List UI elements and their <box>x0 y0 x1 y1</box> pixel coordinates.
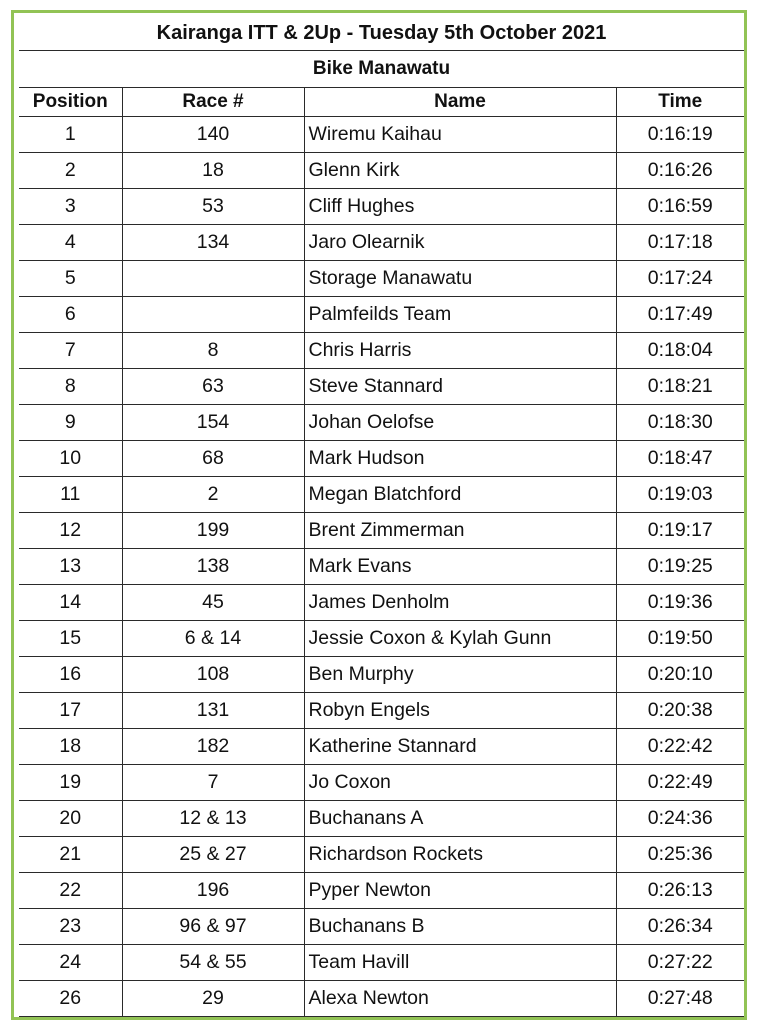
cell-race-number: 7 <box>122 765 304 801</box>
cell-position: 11 <box>19 477 122 513</box>
column-header-name: Name <box>304 88 616 117</box>
table-row <box>19 549 744 585</box>
cell-race-number: 134 <box>122 225 304 261</box>
cell-name: Pyper Newton <box>304 873 616 909</box>
cell-time: 0:17:24 <box>616 261 744 297</box>
cell-time: 0:27:48 <box>616 981 744 1017</box>
cell-time: 0:19:36 <box>616 585 744 621</box>
cell-position: 22 <box>19 873 122 909</box>
cell-name: Jo Coxon <box>304 765 616 801</box>
cell-race-number <box>122 261 304 297</box>
cell-name: Brent Zimmerman <box>304 513 616 549</box>
table-row <box>19 225 744 261</box>
cell-position: 2 <box>19 153 122 189</box>
cell-position: 7 <box>19 333 122 369</box>
cell-position: 15 <box>19 621 122 657</box>
cell-position: 17 <box>19 693 122 729</box>
cell-time: 0:20:38 <box>616 693 744 729</box>
cell-time: 0:25:36 <box>616 837 744 873</box>
cell-race-number: 45 <box>122 585 304 621</box>
cell-name: Buchanans A <box>304 801 616 837</box>
table-row <box>19 297 744 333</box>
table-row <box>19 117 744 153</box>
cell-position: 20 <box>19 801 122 837</box>
cell-time: 0:19:50 <box>616 621 744 657</box>
cell-position: 21 <box>19 837 122 873</box>
table-row <box>19 405 744 441</box>
cell-time: 0:18:21 <box>616 369 744 405</box>
cell-race-number: 18 <box>122 153 304 189</box>
cell-position: 16 <box>19 657 122 693</box>
cell-name: Mark Hudson <box>304 441 616 477</box>
cell-time: 0:16:59 <box>616 189 744 225</box>
cell-race-number: 63 <box>122 369 304 405</box>
cell-name: Megan Blatchford <box>304 477 616 513</box>
cell-race-number: 12 & 13 <box>122 801 304 837</box>
cell-position: 9 <box>19 405 122 441</box>
table-row <box>19 621 744 657</box>
cell-race-number: 54 & 55 <box>122 945 304 981</box>
table-row <box>19 909 744 945</box>
column-header-position: Position <box>19 88 122 117</box>
cell-time: 0:20:10 <box>616 657 744 693</box>
cell-race-number: 6 & 14 <box>122 621 304 657</box>
cell-name: James Denholm <box>304 585 616 621</box>
cell-time: 0:27:22 <box>616 945 744 981</box>
cell-race-number <box>122 297 304 333</box>
cell-race-number: 8 <box>122 333 304 369</box>
cell-position: 3 <box>19 189 122 225</box>
cell-race-number: 138 <box>122 549 304 585</box>
cell-position: 24 <box>19 945 122 981</box>
table-row <box>19 765 744 801</box>
cell-time: 0:17:18 <box>616 225 744 261</box>
cell-name: Richardson Rockets <box>304 837 616 873</box>
cell-race-number: 199 <box>122 513 304 549</box>
cell-position: 13 <box>19 549 122 585</box>
cell-position: 12 <box>19 513 122 549</box>
cell-name: Ben Murphy <box>304 657 616 693</box>
page-subtitle: Bike Manawatu <box>19 51 744 88</box>
table-row <box>19 945 744 981</box>
cell-race-number: 131 <box>122 693 304 729</box>
results-table <box>19 16 744 1017</box>
table-row <box>19 693 744 729</box>
cell-race-number: 53 <box>122 189 304 225</box>
cell-position: 14 <box>19 585 122 621</box>
cell-name: Team Havill <box>304 945 616 981</box>
cell-time: 0:18:04 <box>616 333 744 369</box>
cell-name: Glenn Kirk <box>304 153 616 189</box>
cell-race-number: 68 <box>122 441 304 477</box>
cell-time: 0:16:26 <box>616 153 744 189</box>
cell-position: 26 <box>19 981 122 1017</box>
cell-position: 5 <box>19 261 122 297</box>
cell-race-number: 154 <box>122 405 304 441</box>
table-row <box>19 189 744 225</box>
cell-position: 6 <box>19 297 122 333</box>
cell-name: Chris Harris <box>304 333 616 369</box>
cell-race-number: 182 <box>122 729 304 765</box>
column-header-race: Race # <box>122 88 304 117</box>
cell-time: 0:22:42 <box>616 729 744 765</box>
cell-race-number: 108 <box>122 657 304 693</box>
table-row <box>19 369 744 405</box>
cell-position: 18 <box>19 729 122 765</box>
table-row <box>19 873 744 909</box>
table-row <box>19 477 744 513</box>
table-row <box>19 261 744 297</box>
cell-time: 0:18:47 <box>616 441 744 477</box>
cell-time: 0:24:36 <box>616 801 744 837</box>
cell-name: Cliff Hughes <box>304 189 616 225</box>
cell-position: 10 <box>19 441 122 477</box>
header-row <box>19 88 744 117</box>
table-row <box>19 801 744 837</box>
cell-name: Palmfeilds Team <box>304 297 616 333</box>
table-row <box>19 513 744 549</box>
cell-time: 0:19:25 <box>616 549 744 585</box>
cell-position: 1 <box>19 117 122 153</box>
cell-name: Katherine Stannard <box>304 729 616 765</box>
table-row <box>19 153 744 189</box>
table-row <box>19 585 744 621</box>
cell-time: 0:26:34 <box>616 909 744 945</box>
cell-time: 0:26:13 <box>616 873 744 909</box>
cell-name: Alexa Newton <box>304 981 616 1017</box>
cell-time: 0:17:49 <box>616 297 744 333</box>
cell-name: Buchanans B <box>304 909 616 945</box>
cell-position: 8 <box>19 369 122 405</box>
cell-race-number: 29 <box>122 981 304 1017</box>
cell-name: Jaro Olearnik <box>304 225 616 261</box>
table-row <box>19 441 744 477</box>
cell-race-number: 2 <box>122 477 304 513</box>
cell-race-number: 196 <box>122 873 304 909</box>
cell-name: Steve Stannard <box>304 369 616 405</box>
cell-name: Johan Oelofse <box>304 405 616 441</box>
column-header-time: Time <box>616 88 744 117</box>
cell-position: 4 <box>19 225 122 261</box>
cell-time: 0:16:19 <box>616 117 744 153</box>
results-body <box>19 117 744 1017</box>
cell-race-number: 140 <box>122 117 304 153</box>
table-row <box>19 333 744 369</box>
cell-position: 23 <box>19 909 122 945</box>
table-row <box>19 837 744 873</box>
cell-time: 0:19:17 <box>616 513 744 549</box>
table-row <box>19 657 744 693</box>
page-title: Kairanga ITT & 2Up - Tuesday 5th October 2021 <box>19 16 744 51</box>
cell-time: 0:19:03 <box>616 477 744 513</box>
cell-race-number: 96 & 97 <box>122 909 304 945</box>
cell-name: Mark Evans <box>304 549 616 585</box>
cell-name: Jessie Coxon & Kylah Gunn <box>304 621 616 657</box>
cell-time: 0:22:49 <box>616 765 744 801</box>
cell-position: 19 <box>19 765 122 801</box>
cell-time: 0:18:30 <box>616 405 744 441</box>
table-row <box>19 729 744 765</box>
table-row <box>19 981 744 1017</box>
cell-name: Storage Manawatu <box>304 261 616 297</box>
cell-race-number: 25 & 27 <box>122 837 304 873</box>
cell-name: Wiremu Kaihau <box>304 117 616 153</box>
cell-name: Robyn Engels <box>304 693 616 729</box>
